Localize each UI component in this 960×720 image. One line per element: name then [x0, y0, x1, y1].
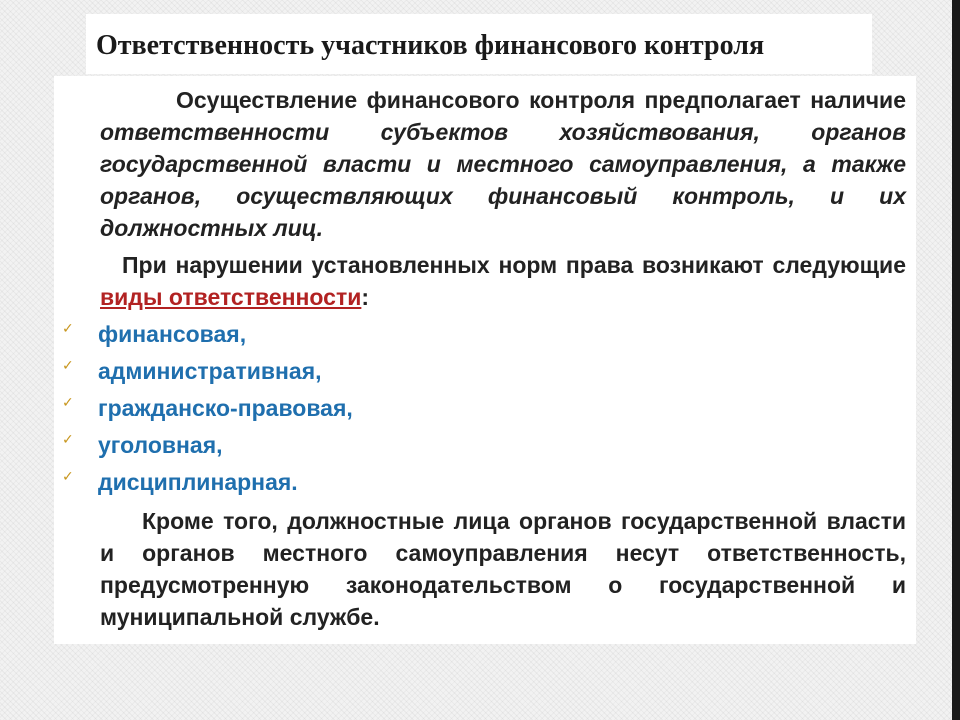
- paragraph-intro-prefix: Осуществление финансового контроля предполагает наличие: [176, 87, 906, 113]
- paragraph-types-suffix: :: [361, 284, 370, 310]
- check-icon: ✓: [62, 468, 74, 484]
- slide-title: Ответственность участников финансового контроля: [96, 30, 765, 61]
- types-highlight-link[interactable]: виды ответственности: [100, 284, 362, 310]
- paragraph-officials-text: Кроме того, должностные лица органов государственной власти и органов местного самоуправления несут ответственность, предусмотренную законодательством о государственной и муниципальной службе.: [100, 508, 906, 630]
- paragraph-types-prefix: При нарушении установленных норм права возникают следующие: [122, 252, 906, 278]
- list-item-label: финансовая,: [98, 321, 247, 347]
- check-icon: ✓: [62, 320, 74, 336]
- paragraph-officials: [100, 505, 906, 633]
- list-item-label: административная,: [98, 358, 322, 384]
- list-item-label: дисциплинарная.: [98, 469, 298, 495]
- check-icon: ✓: [62, 431, 74, 447]
- slide-border: [952, 0, 960, 720]
- list-item-label: уголовная,: [98, 432, 223, 458]
- paragraph-types-lead: [100, 249, 906, 313]
- check-icon: ✓: [62, 394, 74, 410]
- check-icon: ✓: [62, 357, 74, 373]
- list-item-label: гражданско-правовая,: [98, 395, 353, 421]
- paragraph-intro-italic: ответственности субъектов хозяйствования, органов государственной власти и местного самоуправления, а также органов, осуществляющих финансовый контроль, и их должностных лиц.: [100, 119, 906, 241]
- paragraph-intro: [100, 84, 906, 244]
